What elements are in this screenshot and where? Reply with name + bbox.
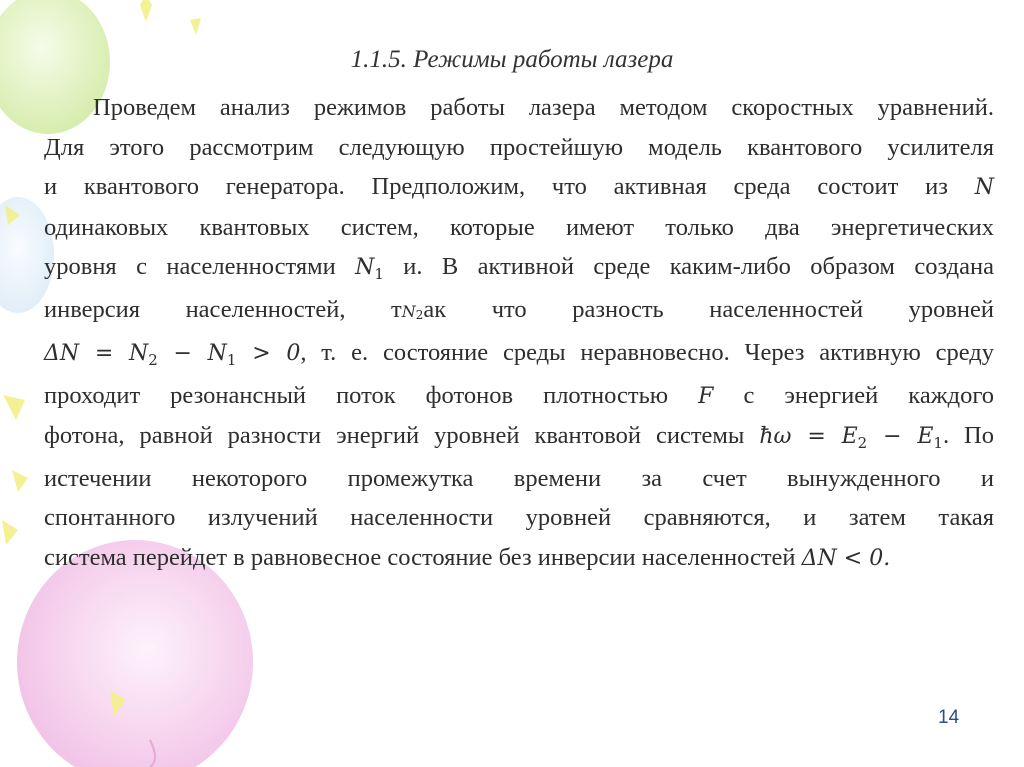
text-line-3 [44,167,994,208]
text-line-6-a: инверсия населенностей, [44,295,346,323]
text-line-8-b: с энергией каждого [743,381,995,409]
text-line-5-b: и. В активной среде каким-либо образом создана [403,253,995,280]
formula-photon-energy: ħω = $E_2 - E_1$ [759,424,943,452]
text-line-7-b: , т. е. состояние среды неравновесно. Через активную среду [300,339,995,366]
text-line-8-a: проходит резонансный поток фотонов плотностью [44,381,669,409]
page-number: 14 [938,707,960,728]
text-line-3-a: и квантового генератора. Предположим, что активная среда состоит из [44,173,948,200]
formula-N2: N2 [401,301,424,322]
sparkle [190,18,201,35]
text-line-11: спонтанного излучений населенности уровней сравняются, и затем такая [44,504,994,531]
text-line-8 [44,376,994,417]
text-line-5 [44,247,994,290]
text-line-10: истечении некоторого промежутка времени за счет вынужденного и [44,464,994,492]
text-line-12-a: система перейдет в равновесное состояние без инверсии населенностей [44,543,796,571]
formula-N: N [974,175,995,200]
text-line-6-t: тN2ак что разность населенностей уровней [391,295,995,323]
formula-N1: $N_1$ [355,255,384,283]
text-line-9-b: . По [942,422,994,449]
formula-delta-n-positive: $\Delta N = N_2 - N_1 > 0$ [44,341,301,369]
sparkle [2,520,18,545]
text-line-9-a: фотона, равной разности энергий уровней квантовой системы [44,422,745,449]
text-line-5-a: уровня с населенностями [44,253,336,280]
sparkle [140,0,152,22]
text-line-2: Для этого рассмотрим следующую простейшую модель квантового усилителя [44,133,994,161]
text-line-4: одинаковых квантовых систем, которые имеют только два энергетических [44,213,994,241]
text-line-12 [44,538,994,579]
text-line-6 [44,290,994,334]
text-line-9 [44,416,994,459]
body-paragraph [44,88,994,578]
formula-F: F [698,383,714,409]
sparkle [3,395,25,420]
text-line-1: Проведем анализ режимов работы лазера методом скоростных уравнений. [93,94,994,121]
sparkle [12,470,28,492]
text-line-7 [44,333,994,376]
formula-delta-n-negative: ΔN < 0. [801,545,891,571]
slide-title: 1.1.5. Режимы работы лазера [350,46,674,73]
